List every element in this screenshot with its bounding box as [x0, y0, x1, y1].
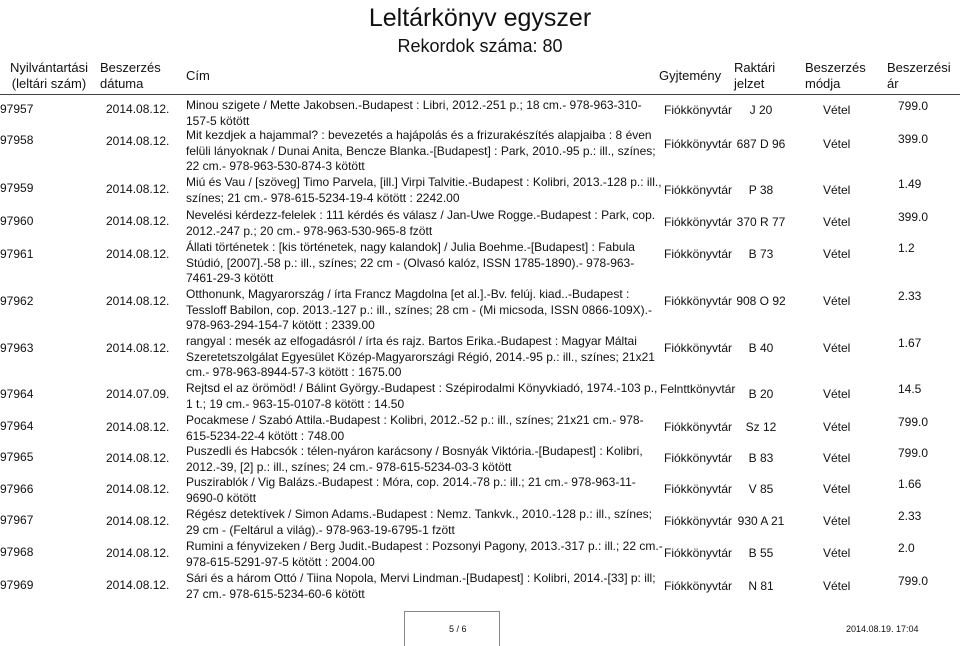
header-date: Beszerzés dátuma: [100, 60, 161, 91]
row-location: B 83: [748, 451, 774, 465]
row-location: V 85: [748, 482, 774, 496]
row-id: 97964: [0, 387, 34, 401]
row-date: 2014.08.12.: [106, 247, 170, 261]
row-collection: Fiókkönyvtár: [664, 103, 733, 117]
row-date: 2014.08.12.: [106, 420, 170, 434]
row-id: 97969: [0, 578, 34, 592]
row-title: Otthonunk, Magyarország / írta Francz Magdolna [et al.].-Bv. felúj. kiad..-Budapest : Tessloff Babilon, cop. 2013.-127 p.: ill., színes; 28 cm - (Mi micsoda, ISSN 0866-109X).- 978-963-294-154-7 kötött : 2339.00: [186, 287, 652, 332]
row-mode: Vétel: [823, 451, 851, 465]
row-title: Miú és Vau / [szöveg] Timo Parvela, [ill.] Virpi Talvitie.-Budapest : Kolibri, 2013.-128 p.: ill., színes; 21 cm.- 978-615-5234-19-4 kötött : 2242.00: [186, 175, 662, 205]
row-id: 97961: [0, 247, 34, 261]
row-date: 2014.08.12.: [106, 546, 170, 560]
row-price: 799.0: [898, 99, 929, 113]
row-title: rangyal : mesék az elfogadásról / írta és rajz. Bartos Erika.-Budapest : Magyar Máltai Szeretetszolgálat Egyesület Közép-Magyarországi Régió, 2014.-95 p.: ill., színes; 21x21 cm.- 978-963-8944-57-3 kötött : 1675.00: [186, 334, 655, 379]
row-title: Rejtsd el az örömöd! / Bálint György.-Budapest : Szépirodalmi Könyvkiadó, 1974.-103 p., 1 t.; 19 cm.- 963-15-0107-8 kötött : 14.50: [186, 381, 658, 411]
row-price: 399.0: [898, 210, 929, 224]
row-id: 97967: [0, 513, 34, 527]
row-date: 2014.08.12.: [106, 482, 170, 496]
row-price: 1.67: [898, 336, 922, 350]
row-price: 799.0: [898, 574, 929, 588]
row-id: 97968: [0, 545, 34, 559]
row-location: B 73: [748, 247, 774, 261]
row-price: 1.66: [898, 477, 922, 491]
row-price: 2.33: [898, 289, 922, 303]
header-mode: Beszerzés módja: [805, 60, 866, 91]
page-number: 5 / 6: [449, 624, 467, 634]
row-collection: Fiókkönyvtár: [664, 341, 733, 355]
row-mode: Vétel: [823, 103, 851, 117]
row-title: Pocakmese / Szabó Attila.-Budapest : Kolibri, 2012.-52 p.: ill., színes; 21x21 cm.- 978-615-5234-22-4 kötött : 748.00: [186, 413, 644, 443]
row-id: 97959: [0, 181, 34, 195]
row-id: 97958: [0, 133, 34, 147]
header-price: Beszerzési ár: [887, 60, 951, 91]
row-title: Puszirablók / Vig Balázs.-Budapest : Móra, cop. 2014.-78 p.: ill.; 21 cm.- 978-963-11-9690-0 kötött: [186, 475, 636, 505]
print-timestamp: 2014.08.19. 17:04: [846, 624, 919, 634]
row-id: 97957: [0, 102, 34, 116]
row-collection: Fiókkönyvtár: [664, 183, 733, 197]
row-price: 1.2: [898, 241, 915, 255]
row-title: Minou szigete / Mette Jakobsen.-Budapest : Libri, 2012.-251 p.; 18 cm.- 978-963-310-157-5 kötött: [186, 98, 642, 128]
row-collection: Felnttkönyvtár: [660, 382, 736, 396]
row-mode: Vétel: [823, 183, 851, 197]
row-mode: Vétel: [823, 579, 851, 593]
record-count: Rekordok száma: 80: [397, 36, 563, 56]
row-date: 2014.08.12.: [106, 578, 170, 592]
header-collection: Gyjtemény: [659, 68, 722, 83]
row-title: Nevelési kérdezz-felelek : 111 kérdés és válasz / Jan-Uwe Rogge.-Budapest : Park, cop. 2012.-247 p.; 20 cm.- 978-963-530-965-8 fzött: [186, 208, 656, 238]
row-location: B 20: [748, 387, 774, 401]
row-date: 2014.08.12.: [106, 294, 170, 308]
row-collection: Fiókkönyvtár: [664, 247, 733, 261]
row-location: 908 O 92: [736, 294, 786, 308]
row-id: 97964: [0, 419, 34, 433]
row-id: 97962: [0, 294, 34, 308]
row-mode: Vétel: [823, 215, 851, 229]
row-date: 2014.08.12.: [106, 451, 170, 465]
row-location: J 20: [749, 103, 773, 117]
row-date: 2014.08.12.: [106, 134, 170, 148]
row-mode: Vétel: [823, 420, 851, 434]
report-title: Leltárkönyv egyszer: [368, 4, 592, 32]
row-title: Puszedli és Habcsók : télen-nyáron karácsony / Bosnyák Viktória.-[Budapest] : Kolibri, 2012.-39, [2] p.: ill., színes; 24 cm.- 978-615-5234-03-3 kötött: [186, 444, 643, 474]
row-collection: Fiókkönyvtár: [664, 514, 733, 528]
header-title: Cím: [186, 68, 210, 83]
row-collection: Fiókkönyvtár: [664, 294, 733, 308]
row-collection: Fiókkönyvtár: [664, 420, 733, 434]
row-title: Mit kezdjek a hajammal? : bevezetés a hajápolás és a frizurakészítés alapjaiba : 8 éven felüli lányoknak / Dunai Anita, Bencze Blanka.-[Budapest] : Park, 2010.-95 p.: ill., színes; 22 cm.- 978-963-530-874-3 kötött: [186, 128, 656, 173]
row-location: P 38: [748, 183, 774, 197]
row-collection: Fiókkönyvtár: [664, 482, 733, 496]
row-collection: Fiókkönyvtár: [664, 215, 733, 229]
row-mode: Vétel: [823, 546, 851, 560]
row-price: 2.0: [898, 541, 915, 555]
row-date: 2014.08.12.: [106, 341, 170, 355]
row-location: B 40: [748, 341, 774, 355]
row-date: 2014.08.12.: [106, 514, 170, 528]
row-location: B 55: [748, 546, 774, 560]
row-location: 370 R 77: [736, 215, 786, 229]
row-mode: Vétel: [823, 341, 851, 355]
row-id: 97960: [0, 214, 34, 228]
row-mode: Vétel: [823, 137, 851, 151]
row-location: 687 D 96: [736, 137, 786, 151]
row-title: Rumini a fényvizeken / Berg Judit.-Budapest : Pozsonyi Pagony, 2013.-317 p.: ill.; 22 cm.- 978-615-5291-97-5 kötött : 2004.00: [186, 539, 663, 569]
row-date: 2014.08.12.: [106, 214, 170, 228]
row-title: Állati történetek : [kis történetek, nagy kalandok] / Julia Boehme.-[Budapest] : Fabula Stúdió, [2007].-58 p.: ill., színes; 22 cm - (Olvasó kalóz, ISSN 1785-1890).- 978-963-7461-29-3 kötött: [186, 240, 635, 285]
row-collection: Fiókkönyvtár: [664, 579, 733, 593]
row-id: 97966: [0, 482, 34, 496]
row-collection: Fiókkönyvtár: [664, 137, 733, 151]
row-mode: Vétel: [823, 514, 851, 528]
row-date: 2014.08.12.: [106, 102, 170, 116]
row-collection: Fiókkönyvtár: [664, 546, 733, 560]
row-date: 2014.08.12.: [106, 182, 170, 196]
row-location: N 81: [748, 579, 774, 593]
row-mode: Vétel: [823, 294, 851, 308]
row-price: 14.5: [898, 382, 922, 396]
row-id: 97965: [0, 450, 34, 464]
row-collection: Fiókkönyvtár: [664, 451, 733, 465]
row-mode: Vétel: [823, 482, 851, 496]
row-price: 399.0: [898, 132, 929, 146]
header-id: Nyilvántartási (leltári szám): [9, 60, 89, 91]
header-location: Raktári jelzet: [734, 60, 776, 91]
row-mode: Vétel: [823, 247, 851, 261]
row-title: Régész detektívek / Simon Adams.-Budapest : Nemz. Tankvk., 2010.-128 p.: ill., színes; 29 cm - (Feltárul a világ).- 978-963-19-6795-1 fzött: [186, 507, 653, 537]
row-mode: Vétel: [823, 387, 851, 401]
row-location: 930 A 21: [737, 514, 785, 528]
row-price: 1.49: [898, 177, 922, 191]
row-price: 799.0: [898, 446, 929, 460]
row-title: Sári és a három Ottó / Tiina Nopola, Mervi Lindman.-[Budapest] : Kolibri, 2014.-[33] p: ill; 27 cm.- 978-615-5234-60-6 kötött: [186, 571, 656, 601]
header-divider: [0, 94, 960, 95]
row-price: 2.33: [898, 509, 922, 523]
row-location: Sz 12: [745, 420, 777, 434]
row-price: 799.0: [898, 415, 929, 429]
row-date: 2014.07.09.: [106, 387, 170, 401]
row-id: 97963: [0, 341, 34, 355]
